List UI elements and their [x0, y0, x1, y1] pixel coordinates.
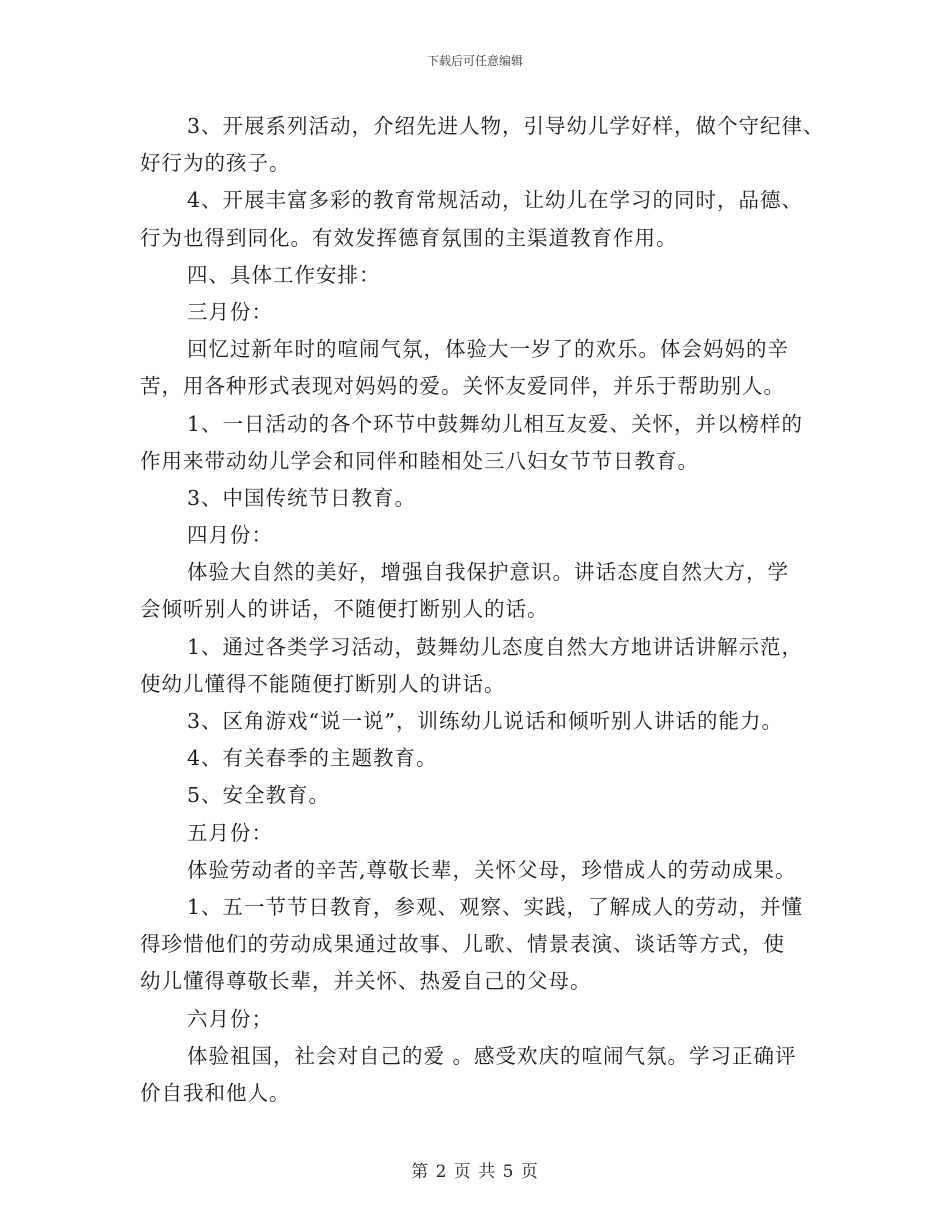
text-line: 回忆过新年时的喧闹气氛，体验大一岁了的欢乐。体会妈妈的辛: [187, 337, 789, 362]
text-line: 苦，用各种形式表现对妈妈的爱。关怀友爱同伴，并乐于帮助别人。: [140, 374, 785, 399]
text-line: 好行为的孩子。: [140, 151, 291, 176]
text-line: 幼儿懂得尊敬长辈，并关怀、热爱自己的父母。: [140, 969, 592, 994]
document-body: [140, 108, 825, 1112]
text-line: 3、开展系列活动，介绍先进人物，引导幼儿学好样，做个守纪律、: [187, 114, 825, 138]
text-line: 价自我和他人。: [140, 1080, 291, 1105]
page-footer: 第 2 页 共 5 页: [411, 1162, 539, 1182]
text-line: 3、中国传统节日教育。: [187, 485, 417, 510]
text-line: 1、通过各类学习活动，鼓舞幼儿态度自然大方地讲话讲解示范，: [187, 634, 804, 659]
text-line: 4、有关春季的主题教育。: [187, 746, 438, 771]
text-line: 作用来带动幼儿学会和同伴和睦相处三八妇女节节日教育。: [140, 448, 699, 473]
text-line: 行为也得到同化。有效发挥德育氛围的主渠道教育作用。: [140, 225, 678, 250]
text-line: 3、区角游戏“说一说”，训练幼儿说话和倾听别人讲话的能力。: [187, 709, 784, 733]
text-line: 体验大自然的美好，增强自我保护意识。讲话态度自然大方，学: [187, 560, 789, 585]
text-line: 5、安全教育。: [187, 783, 331, 808]
text-line: 1、五一节节日教育，参观、观察、实践，了解成人的劳动，并懂: [187, 894, 804, 919]
text-line: 体验祖国，社会对自己的爱 。感受欢庆的喧闹气氛。学习正确评: [187, 1043, 797, 1068]
text-line: 会倾听别人的讲话，不随便打断别人的话。: [140, 597, 549, 622]
section-heading: 四、具体工作安排：: [187, 262, 381, 287]
text-line: 体验劳动者的辛苦,尊敬长辈，关怀父母，珍惜成人的劳动成果。: [187, 857, 797, 882]
month-heading: 三月份：: [187, 299, 273, 324]
text-line: 得珍惜他们的劳动成果通过故事、儿歌、情景表演、谈话等方式，使: [140, 932, 785, 957]
month-heading: 四月份：: [187, 523, 273, 548]
month-heading: 五月份：: [187, 820, 273, 845]
month-heading: 六月份；: [187, 1006, 273, 1031]
text-line: 1、一日活动的各个环节中鼓舞幼儿相互友爱、关怀，并以榜样的: [187, 411, 804, 436]
text-line: 4、开展丰富多彩的教育常规活动，让幼儿在学习的同时，品德、: [187, 188, 804, 213]
text-line: 使幼儿懂得不能随便打断别人的讲话。: [140, 671, 506, 696]
page-header: 下载后可任意编辑: [426, 54, 523, 68]
